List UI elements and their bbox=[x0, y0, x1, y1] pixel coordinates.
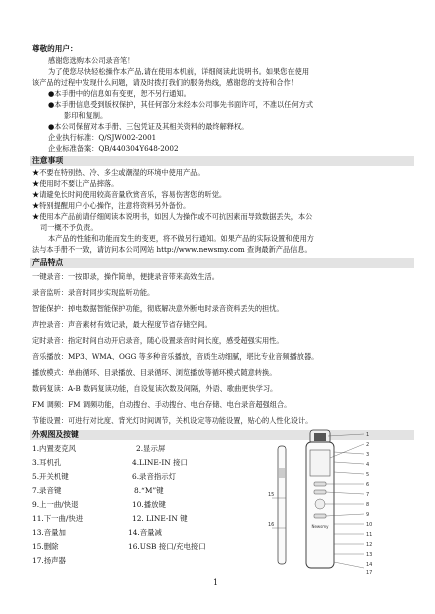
callout-number: 10 bbox=[366, 522, 373, 528]
device-diagram bbox=[268, 428, 418, 578]
notice-item: ★请避免长时间使用较高音量欣赏音乐，容易伤害您的听觉。 bbox=[32, 190, 227, 199]
standard-line: 企业标准备案：QB/440304Y648-2002 bbox=[48, 144, 179, 153]
callout-number: 4 bbox=[366, 462, 370, 468]
feature-item: 录音监听：录音时同步实现监听功能。 bbox=[32, 288, 155, 297]
part-label: 4.LINE-IN 接口 bbox=[132, 458, 188, 467]
line-in-button bbox=[314, 514, 326, 518]
intro-line: 感谢您选购本公司录音笔！ bbox=[48, 56, 135, 65]
feature-item: 定时录音：指定时间自动开启录音，随心设置录音时间长度，感受超强实用性。 bbox=[32, 336, 284, 345]
callout-number: 12 bbox=[366, 542, 373, 548]
intro-line: 为了使您尽快轻松操作本产品,请在使用本机前，详细阅读此说明书。如果您在使用 bbox=[48, 67, 310, 76]
record-button bbox=[314, 482, 326, 486]
device-side-view bbox=[278, 446, 286, 564]
callout-number: 14 bbox=[366, 562, 373, 568]
feature-item: 智能保护：掉电数据智能保护功能，彻底解决意外断电时录音资料丢失的担忧。 bbox=[32, 304, 284, 313]
callout-number: 15 bbox=[268, 492, 275, 498]
page-number: 1 bbox=[213, 578, 219, 587]
display-screen bbox=[310, 450, 330, 476]
notice-item: ★使用本产品前请仔细阅读本说明书，如因人为操作或不可抗因素而导致数据丢失，本公 bbox=[32, 212, 313, 221]
notice-text: 本产品的性能和功能而发生的变更，将不做另行通知。如果产品的实际设置和使用方 bbox=[48, 234, 314, 243]
callout-number: 17 bbox=[366, 570, 373, 576]
part-label: 13.音量加 bbox=[32, 528, 66, 537]
m-button bbox=[314, 490, 326, 494]
part-label: 15.删除 bbox=[32, 542, 59, 551]
brand-label: Newsmy bbox=[311, 524, 329, 529]
callout-number: 5 bbox=[366, 472, 370, 478]
intro-bullet: ●本手册中的信息如有变更，恕不另行通知。 bbox=[48, 89, 191, 98]
part-label: 2.显示屏 bbox=[136, 444, 166, 453]
feature-item: 播放模式：单曲循环、目录播放、目录循环、浏览播放等循环模式随意转换。 bbox=[32, 368, 277, 377]
feature-item: 声控录音：声音素材有效记录，最大程度节省存储空间。 bbox=[32, 320, 212, 329]
part-label: 16.USB 接口/充电接口 bbox=[128, 542, 206, 551]
greeting: 尊敬的用户： bbox=[32, 44, 78, 53]
side-switch bbox=[279, 468, 285, 478]
microphone-grille bbox=[314, 433, 326, 441]
feature-item: 数码复读：A-B 数码复读功能，自设复读次数及间隔，外语、歌曲更快学习。 bbox=[32, 384, 278, 393]
part-label: 11.下一曲/快进 bbox=[32, 514, 84, 523]
notice-item: ★特别提醒用户小心操作，注意将资料另外备份。 bbox=[32, 201, 191, 210]
part-label: 3.耳机孔 bbox=[32, 458, 62, 467]
notice-item: ★不要在特别热、冷、多尘或潮湿的环境中使用产品。 bbox=[32, 168, 205, 177]
callout-number: 13 bbox=[366, 552, 373, 558]
callout-number: 8 bbox=[366, 502, 370, 508]
section-title-parts: 外观图及按键 bbox=[30, 430, 414, 440]
section-title-notice: 注意事项 bbox=[30, 156, 414, 166]
part-label: 6.录音指示灯 bbox=[132, 472, 177, 481]
feature-item: 一键录音：一按即录，操作简单，便捷录音带来高效生活。 bbox=[32, 272, 219, 281]
intro-line: 该产品的过程中发现什么问题，请及时拨打我们的服务热线，感谢您的支持和合作！ bbox=[32, 78, 298, 87]
part-label: 10.播放键 bbox=[132, 500, 166, 509]
part-label: 12. LINE-IN 键 bbox=[132, 514, 188, 523]
notice-item: ★使用时不要让产品摔落。 bbox=[32, 179, 119, 188]
intro-bullet: ●本公司保留对本手册、三包凭证及其相关资料的最终解释权。 bbox=[48, 122, 249, 131]
callout-number: 6 bbox=[366, 482, 370, 488]
part-label: 14.音量减 bbox=[128, 528, 162, 537]
intro-bullet-cont: 影印和复制。 bbox=[64, 111, 108, 120]
callout-number: 7 bbox=[366, 492, 370, 498]
callout-number: 1 bbox=[366, 432, 370, 438]
standard-line: 企业执行标准：Q/SJW002-2001 bbox=[48, 133, 157, 142]
play-button bbox=[315, 499, 325, 509]
feature-item: 音乐播放：MP3、WMA、OGG 等多种音乐播放，音质生动细腻，堪比专业音频播放器。 bbox=[32, 352, 319, 361]
callout-number: 16 bbox=[268, 522, 275, 528]
notice-item-cont: 司一概不予负责。 bbox=[40, 223, 98, 232]
feature-item: 节能设置：可进行对比度、背光灯时间调节，关机设定等功能设置，贴心的人性化设计。 bbox=[32, 416, 313, 425]
part-label: 1.内置麦克风 bbox=[32, 444, 77, 453]
feature-item: FM 调频：FM 调频功能，自动搜台、手动搜台、电台存储、电台录音超强组合。 bbox=[32, 400, 292, 409]
callout-number: 11 bbox=[366, 532, 373, 538]
part-label: 17.扬声器 bbox=[32, 556, 66, 565]
notice-text: 法与本手册不一致，请访问本公司网站 http://www.newsmy.com 查询最新产品信息。 bbox=[32, 245, 312, 254]
callout-number: 9 bbox=[366, 512, 370, 518]
intro-bullet: ●本手册信息受到版权保护，其任何部分未经本公司事先书面许可，不准以任何方式 bbox=[48, 100, 314, 109]
part-label: 8.“M”键 bbox=[134, 486, 164, 495]
callout-number: 3 bbox=[366, 452, 370, 458]
callout-number: 2 bbox=[366, 442, 370, 448]
section-title-features: 产品特点 bbox=[30, 258, 414, 268]
part-label: 9.上一曲/快退 bbox=[32, 500, 79, 509]
part-label: 5.开关机键 bbox=[32, 472, 69, 481]
part-label: 7.录音键 bbox=[32, 486, 62, 495]
